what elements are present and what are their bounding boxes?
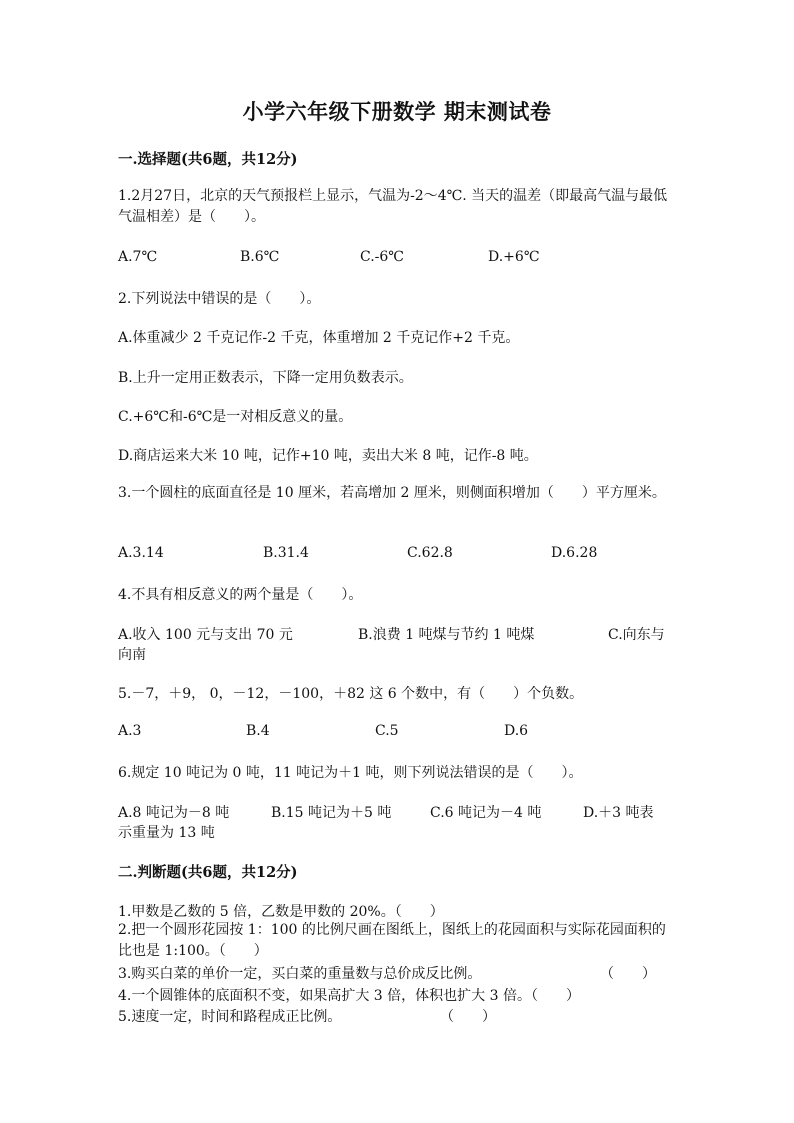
q6-option-d-continued: 示重量为 13 吨 bbox=[118, 825, 215, 841]
judgment-5: 5.速度一定，时间和路程成正比例。 bbox=[118, 1009, 342, 1025]
q1-option-c: C.-6℃ bbox=[360, 249, 404, 265]
judgment-4: 4.一个圆锥体的底面积不变，如果高扩大 3 倍，体积也扩大 3 倍。（ ） bbox=[118, 988, 580, 1004]
q1-option-a: A.7℃ bbox=[118, 249, 158, 265]
q5-option-d: D.6 bbox=[504, 723, 529, 739]
section-heading-choice: 一.选择题(共6题，共12分) bbox=[118, 151, 298, 168]
q6-option-b: B.15 吨记为＋5 吨 bbox=[271, 805, 392, 821]
judgment-2: 2.把一个圆形花园按 1：100 的比例尺画在图纸上，图纸上的花园面积与实际花园面积的比也是 1:100。（ ） bbox=[118, 922, 666, 959]
q2-option-b: B.上升一定用正数表示，下降一定用负数表示。 bbox=[118, 370, 413, 386]
q6-option-d: D.＋3 吨表 bbox=[583, 805, 654, 821]
q3-option-d: D.6.28 bbox=[551, 545, 598, 561]
q2-option-d: D.商店运来大米 10 吨，记作+10 吨，卖出大米 8 吨，记作-8 吨。 bbox=[118, 448, 538, 464]
q4-option-a: A.收入 100 元与支出 70 元 bbox=[118, 627, 293, 643]
q6-option-c: C.6 吨记为－4 吨 bbox=[430, 805, 542, 821]
q2-option-c: C.+6℃和-6℃是一对相反意义的量。 bbox=[118, 409, 353, 425]
judgment-1: 1.甲数是乙数的 5 倍，乙数是甲数的 20%。（ ） bbox=[118, 904, 444, 920]
q5-option-a: A.3 bbox=[118, 723, 142, 739]
q3-option-a: A.3.14 bbox=[118, 545, 164, 561]
judgment-5-blank: （ ） bbox=[440, 1009, 496, 1025]
q2-option-a: A.体重减少 2 千克记作-2 千克，体重增加 2 千克记作+2 千克。 bbox=[118, 330, 520, 346]
q5-option-b: B.4 bbox=[246, 723, 270, 739]
q4-option-c: C.向东与 bbox=[608, 627, 665, 643]
question-1: 1.2月27日，北京的天气预报栏上显示，气温为-2～4℃. 当天的温差（即最高气温与最低气温相差）是（ ）。 bbox=[118, 188, 668, 225]
q4-option-b: B.浪费 1 吨煤与节约 1 吨煤 bbox=[358, 627, 535, 643]
question-6: 6.规定 10 吨记为 0 吨，11 吨记为＋1 吨，则下列说法错误的是（ ）。 bbox=[118, 765, 583, 781]
section-heading-judgment: 二.判断题(共6题，共12分) bbox=[118, 864, 298, 881]
page-title: 小学六年级下册数学 期末测试卷 bbox=[242, 99, 552, 124]
judgment-3-blank: （ ） bbox=[600, 966, 656, 982]
q1-option-b: B.6℃ bbox=[240, 249, 280, 265]
q6-option-a: A.8 吨记为－8 吨 bbox=[118, 805, 230, 821]
q5-option-c: C.5 bbox=[375, 723, 399, 739]
q1-option-d: D.+6℃ bbox=[488, 249, 540, 265]
question-3: 3.一个圆柱的底面直径是 10 厘米，若高增加 2 厘米，则侧面积增加（ ）平方厘米。 bbox=[118, 485, 666, 501]
question-2: 2.下列说法中错误的是（ ）。 bbox=[118, 291, 321, 307]
question-4: 4.不具有相反意义的两个量是（ ）。 bbox=[118, 587, 363, 603]
judgment-3: 3.购买白菜的单价一定，买白菜的重量数与总价成反比例。 bbox=[118, 966, 482, 982]
q3-option-c: C.62.8 bbox=[407, 545, 453, 561]
q3-option-b: B.31.4 bbox=[263, 545, 309, 561]
question-5: 5.－7，＋9， 0，－12，－100，＋82 这 6 个数中，有（ ）个负数。 bbox=[118, 686, 584, 702]
q4-option-c-continued: 向南 bbox=[118, 647, 146, 663]
